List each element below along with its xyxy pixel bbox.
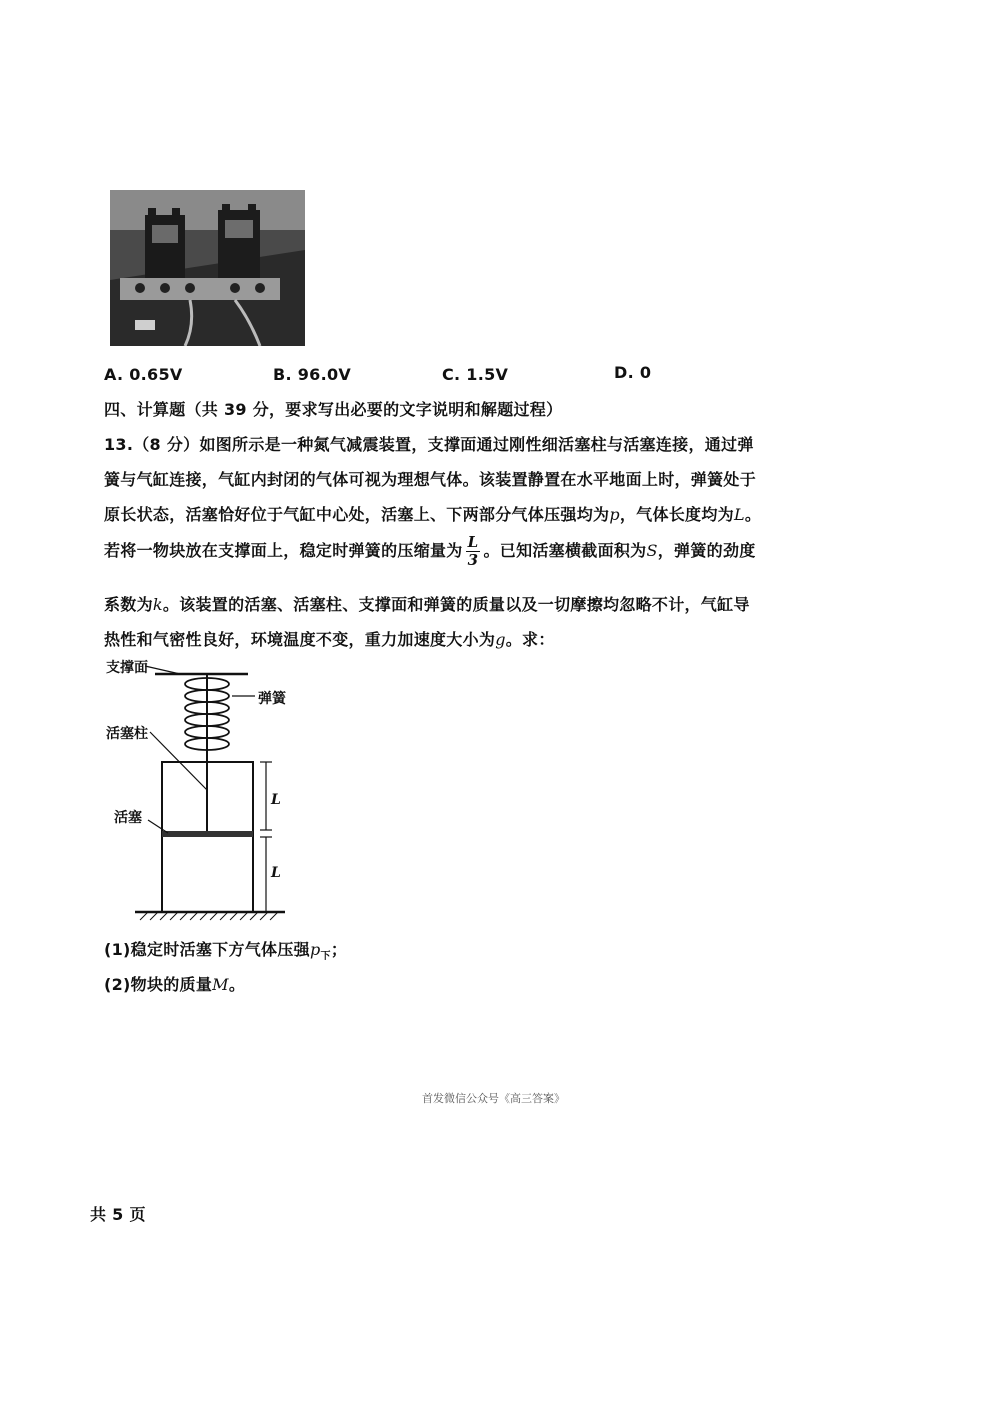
- question-line-4-part-a: 若将一物块放在支撑面上，稳定时弹簧的压缩量为: [104, 541, 463, 560]
- subquestion-1-text: (1)稳定时活塞下方气体压强: [104, 940, 310, 959]
- section-heading: 四、计算题（共 39 分，要求写出必要的文字说明和解题过程）: [104, 400, 563, 419]
- piston-label-pointer: [148, 820, 168, 833]
- question-line-3: [104, 502, 761, 525]
- option-b: B. 96.0V: [273, 365, 352, 384]
- fraction-denominator: 3: [467, 551, 479, 569]
- question-line-3-part-a: 原长状态，活塞恰好位于气缸中心处，活塞上、下两部分气体压强均为: [104, 505, 610, 524]
- question-line-2: 簧与气缸连接，气缸内封闭的气体可视为理想气体。该装置静置在水平地面上时，弹簧处于: [104, 470, 757, 489]
- subquestion-2-text: (2)物块的质量: [104, 975, 213, 994]
- piston: [162, 831, 253, 837]
- question-line-1: 13.（8 分）如图所示是一种氮气减震装置，支撑面通过刚性细活塞柱与活塞连接，通过弹: [104, 435, 754, 454]
- subscript-lower: 下: [320, 951, 331, 963]
- subquestion-2-end: 。: [228, 975, 246, 994]
- var-S: S: [646, 541, 658, 560]
- footer-source-note: 首发微信公众号《高三答案》: [422, 1092, 565, 1105]
- question-line-5-part-a: 系数为: [104, 595, 153, 614]
- question-line-5: [104, 592, 750, 615]
- question-line-4-part-c: ，弹簧的劲度: [657, 541, 756, 560]
- label-L-lower: L: [271, 865, 281, 881]
- question-line-4-part-b: 。已知活塞横截面积为: [483, 541, 647, 560]
- option-a: A. 0.65V: [104, 365, 183, 384]
- question-line-3-part-c: 。: [744, 505, 762, 524]
- subquestion-1-end: ；: [330, 940, 348, 959]
- option-d: D. 0: [614, 363, 652, 382]
- var-g: g: [495, 630, 506, 649]
- question-line-6: [104, 627, 555, 650]
- question-line-6-part-a: 热性和气密性良好，环境温度不变，重力加速度大小为: [104, 630, 496, 649]
- label-L-upper: L: [271, 792, 281, 808]
- var-M: M: [212, 975, 229, 994]
- label-support-surface: 支撑面: [106, 660, 148, 676]
- option-c: C. 1.5V: [442, 365, 509, 384]
- question-line-6-part-b: 。求：: [505, 630, 555, 649]
- question-line-3-part-b: ，气体长度均为: [619, 505, 734, 524]
- multimeter-photo-drawing: [110, 190, 305, 346]
- var-p-lower: p: [309, 940, 321, 959]
- page-count: 共 5 页: [90, 1205, 146, 1224]
- var-k: k: [152, 595, 163, 614]
- subquestion-2: [104, 972, 245, 995]
- question-line-5-part-b: 。该装置的活塞、活塞柱、支撑面和弹簧的质量以及一切摩擦均忽略不计，气缸导: [162, 595, 750, 614]
- fraction-L-over-3: [466, 534, 481, 569]
- var-L: L: [733, 505, 745, 524]
- fraction-numerator: L: [467, 533, 479, 551]
- label-piston-rod: 活塞柱: [106, 726, 148, 742]
- question-line-4: [104, 534, 756, 569]
- label-piston: 活塞: [114, 810, 142, 826]
- multimeter-photo: [110, 190, 305, 346]
- subquestion-1: [104, 937, 347, 962]
- dimension-lines: [260, 762, 272, 912]
- var-p: p: [609, 505, 620, 524]
- label-spring: 弹簧: [258, 691, 286, 707]
